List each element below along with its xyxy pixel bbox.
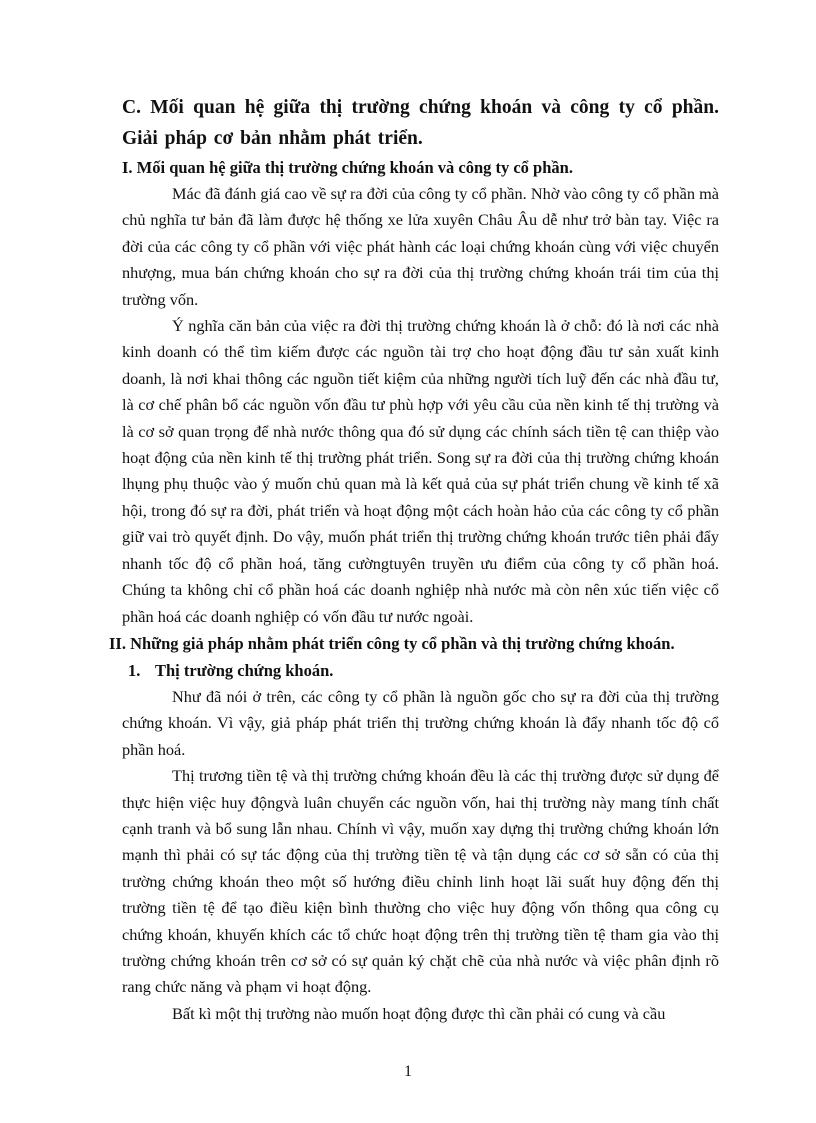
- section-1-number: I.: [122, 158, 133, 177]
- page-content: [109, 92, 719, 1027]
- paragraph: Như đã nói ở trên, các công ty cổ phần là nguồn gốc cho sự ra đời của thị trường chứng khoán. Vì vậy, giả pháp phát triển thị trường chứng khoán là đẩy nhanh tốc độ cổ phần hoá.: [122, 686, 719, 759]
- paragraph: Ý nghĩa căn bản của việc ra đời thị trường chứng khoán là ở chỗ: đó là nơi các nhà kinh doanh có thể tìm kiếm được các nguồn tài trợ cho hoạt động đầu tư sản xuất kinh doanh, là nơi khai thông các nguồn tiết kiệm của những người tích luỹ đến các nhà đầu tư, là cơ chế phân bổ các nguồn vốn đầu tư phù hợp với yêu cầu của nền kinh tế thị trường và là cơ sở quan trọng để nhà nước thông qua đó sử dụng các chính sách tiền tệ can thiệp vào hoạt động của nền kinh tế thị trường phát triển. Song sự ra đời của thị trường chứng khoán lhụng phụ thuộc vào ý muốn chủ quan mà là kết quả của sự phát triển chung về kinh tế xã hội, trong đó sự ra đời, phát triển và hoạt động một cách hoàn hảo của các công ty cổ phần giữ vai trò quyết định. Do vậy, muốn phát triển thị trường chứng khoán trước tiên phải đẩy nhanh tốc độ cổ phần hoá, tăng cườngtuyên truyền ưu điểm của công ty cổ phần hoá. Chúng ta không chỉ cổ phần hoá các doanh nghiệp nhà nước mà còn nên xúc tiến việc cổ phần hoá các doanh nghiệp có vốn đầu tư nước ngoài.: [122, 316, 719, 626]
- paragraph: Bất kì một thị trường nào muốn hoạt động được thì cần phải có cung và cầu: [172, 1003, 666, 1023]
- paragraph: Thị trương tiền tệ và thị trường chứng khoán đều là các thị trường được sử dụng để thực hiện việc huy độngvà luân chuyển các nguồn vốn, hai thị trường này mang tính chất cạnh tranh và bổ sung lẫn nhau. Chính vì vậy, muốn xay dựng thị trường chứng khoán lớn mạnh thì phải có sự tác động của thị trường tiền tệ và tận dụng các cơ sở sẵn có của thị trường chứng khoán theo một số hướng điều chỉnh linh hoạt lãi suất huy động đến thị trường tiền tệ để tạo điều kiện bình thường cho việc huy động vốn thông qua công cụ chứng khoán, khuyến khích các tổ chức hoạt động trên thị trường tiền tệ tham gia vào thị trường chứng khoán trên cơ sở có sự quản ký chặt chẽ của nhà nước và việc phân định rõ rang chức năng và phạm vi hoạt động.: [122, 766, 719, 997]
- subsection-1-number: 1.: [128, 660, 141, 680]
- paragraph: Mác đã đánh giá cao về sự ra đời của công ty cổ phần. Nhờ vào công ty cổ phần mà chủ nghĩa tư bản đã làm được hệ thống xe lửa xuyên Châu Âu dễ như trở bàn tay. Việc ra đời của các công ty cổ phần với việc phát hành các loại chứng khoán cùng với việc chuyển nhượng, mua bán chứng khoán cho sự ra đời của thị trường chứng khoán trái tim của thị trường vốn.: [122, 184, 719, 309]
- section-2-heading-text: Những giả pháp nhằm phát triển công ty cổ phần và thị trường chứng khoán.: [130, 633, 675, 653]
- subsection-1-heading: [122, 657, 719, 684]
- main-title: C. Mối quan hệ giữa thị trường chứng khoán và công ty cổ phần. Giải pháp cơ bản nhằm phát triển.: [122, 97, 719, 149]
- section-2-heading: [109, 630, 719, 657]
- section-1-heading-text: Mối quan hệ giữa thị trường chứng khoán và công ty cổ phần.: [136, 158, 573, 177]
- subsection-1-heading-text: Thị trường chứng khoán.: [155, 660, 334, 680]
- page-number: 1: [404, 1063, 412, 1080]
- section-1-heading: [122, 154, 719, 181]
- section-2-number: II.: [109, 633, 126, 653]
